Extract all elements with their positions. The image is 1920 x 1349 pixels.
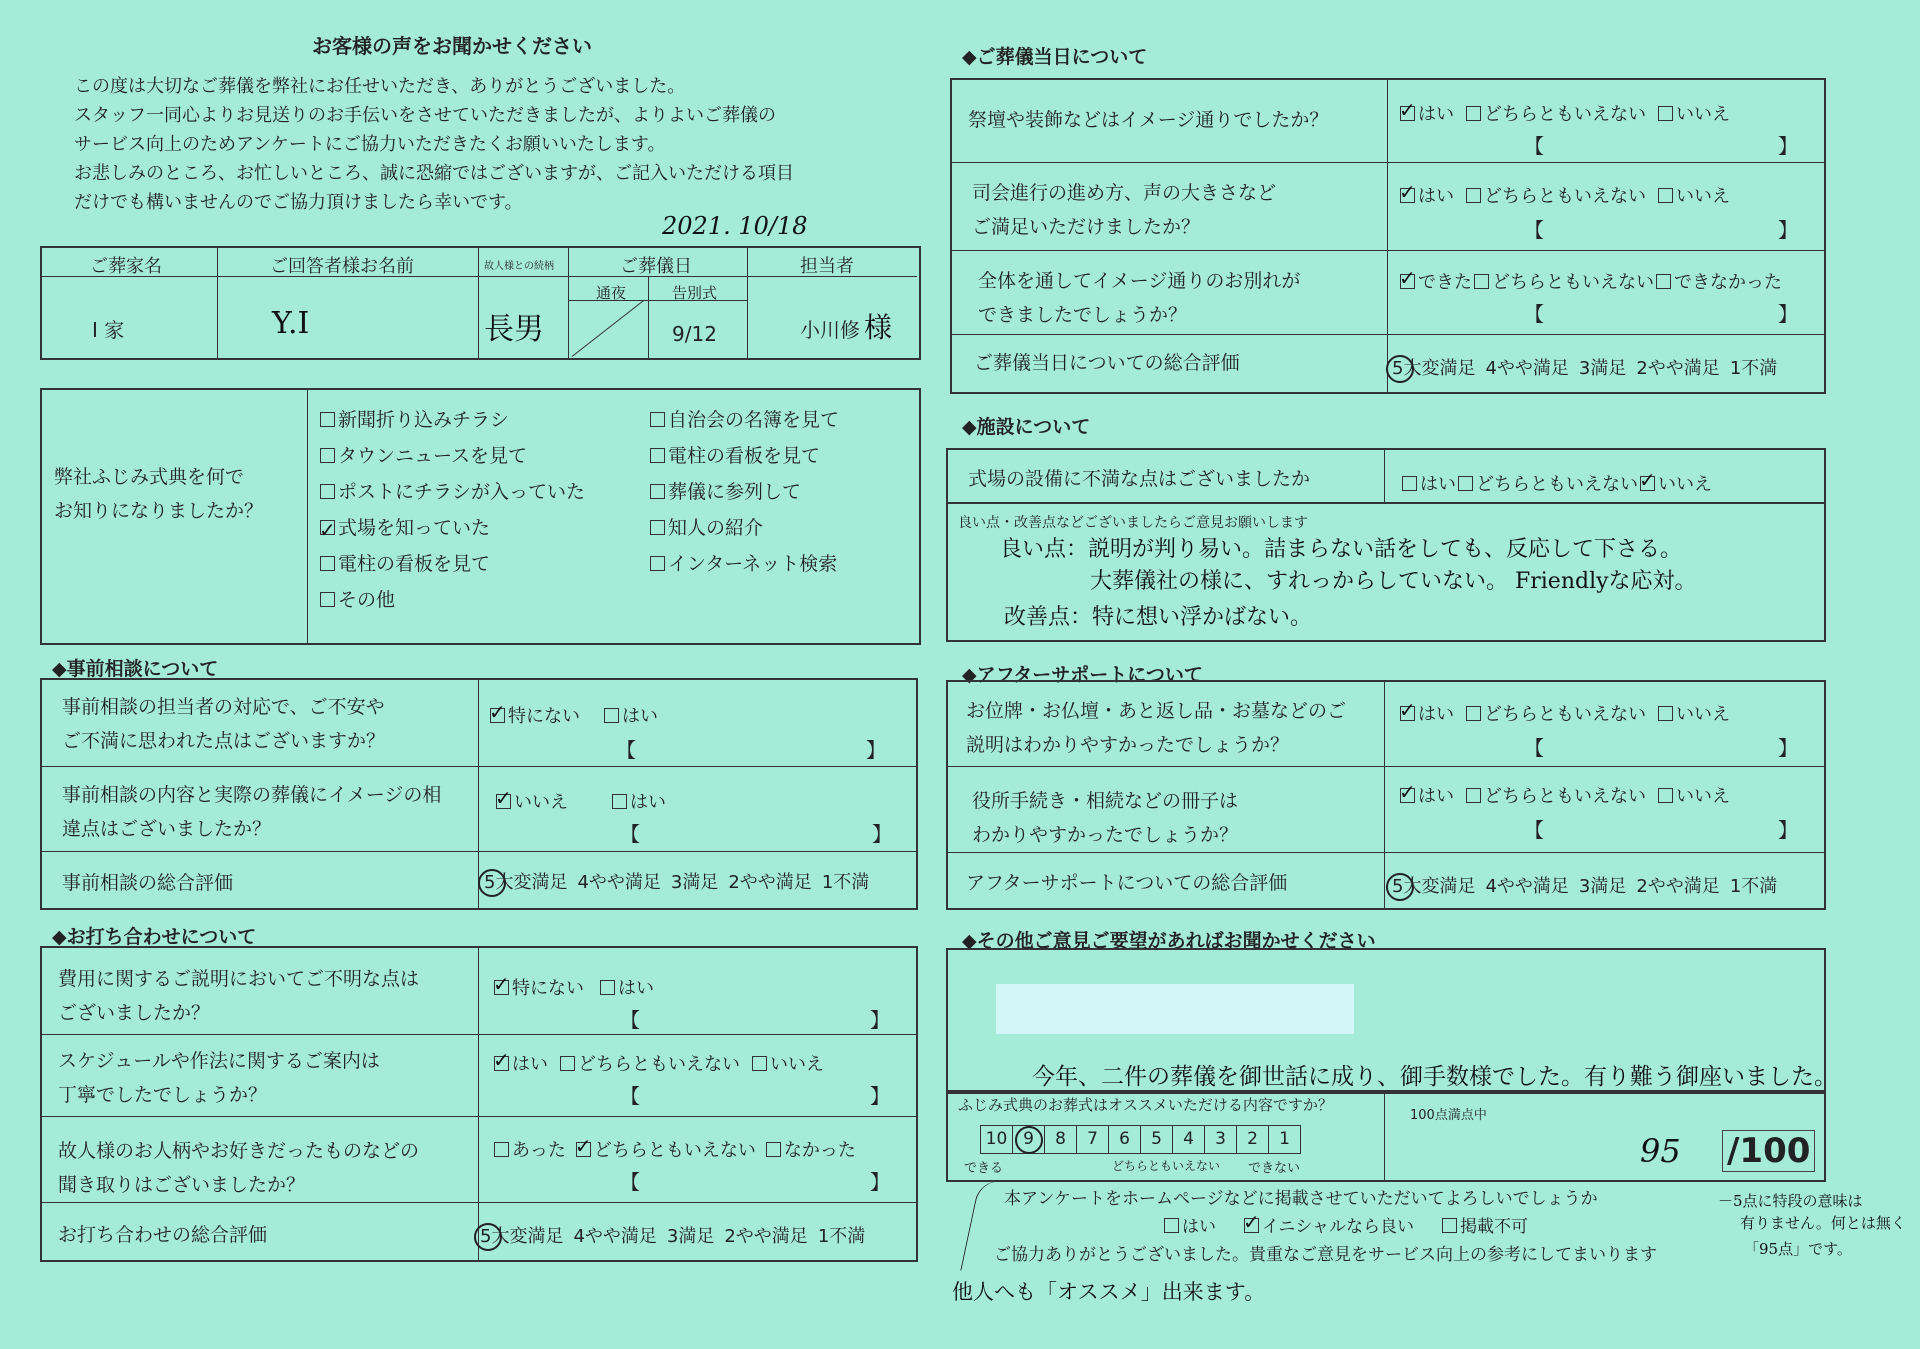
checkbox-option[interactable] xyxy=(1466,704,1646,725)
scale-left-label: できる xyxy=(964,1161,1004,1176)
rating-3[interactable]: 3満足 xyxy=(1578,876,1627,897)
checkbox-option[interactable] xyxy=(1400,104,1454,125)
checkbox-icon[interactable] xyxy=(1658,188,1673,203)
recommend-scale[interactable] xyxy=(980,1125,1301,1154)
checkbox-icon[interactable] xyxy=(1658,788,1673,803)
dayof-q3-options[interactable] xyxy=(1400,268,1784,294)
checkbox-label: どちらともいえない xyxy=(1484,786,1646,807)
redacted-area xyxy=(996,984,1354,1034)
checkbox-checked-icon[interactable] xyxy=(1640,476,1655,491)
bracket-open: 【 xyxy=(620,1170,640,1194)
score-value: 95 xyxy=(1640,1132,1681,1170)
other-heading: ◆その他ご意見ご要望があればお聞かせください xyxy=(962,930,1376,952)
checkbox-label: できなかった xyxy=(1674,272,1782,293)
bracket-close: 】 xyxy=(1778,302,1798,326)
th-date: ご葬儀日 xyxy=(620,256,692,277)
checkbox-icon[interactable] xyxy=(1442,1218,1457,1233)
bracket-close: 】 xyxy=(1778,218,1798,242)
thanks-text: ご協力ありがとうございました。貴重なご意見をサービス向上の参考にしてまいります xyxy=(994,1245,1657,1265)
checkbox-option[interactable] xyxy=(1658,786,1730,807)
bracket-open: 【 xyxy=(620,1008,640,1032)
checkbox-option[interactable] xyxy=(1400,786,1454,807)
meeting-q1 xyxy=(58,962,419,1030)
after-rating[interactable] xyxy=(1392,872,1787,898)
bracket-open: 【 xyxy=(1524,302,1544,326)
checkbox-label: どちらともいえない xyxy=(593,1140,756,1161)
checkbox-label: いいえ xyxy=(514,792,568,813)
intro-line: サービス向上のためアンケートにご協力いただきたくお願いいたします。 xyxy=(74,134,666,155)
checkbox-icon[interactable] xyxy=(320,556,335,571)
checkbox-label: 特にない xyxy=(508,706,580,727)
checkbox-icon[interactable] xyxy=(600,980,615,995)
checkbox-option[interactable] xyxy=(600,978,654,999)
side-note-line1: －5点に特段の意味は xyxy=(1718,1192,1863,1210)
rating-1[interactable]: 1不満 xyxy=(1729,358,1778,379)
recommend-question: ふじみ式典のお葬式はオススメいただける内容ですか？ xyxy=(958,1096,1333,1114)
facility-q1-options[interactable] xyxy=(1402,470,1714,496)
q-line: 全体を通してイメージ通りのお別れが xyxy=(978,270,1301,292)
checkbox-icon[interactable] xyxy=(320,448,335,463)
rating-4[interactable]: 4やや満足 xyxy=(573,1226,657,1247)
checkbox-label: どちらともいえない xyxy=(578,1054,740,1075)
checkbox-label: ポストにチラシが入っていた xyxy=(338,481,586,503)
checkbox-checked-icon[interactable] xyxy=(320,520,335,535)
checkbox-option[interactable] xyxy=(560,1054,740,1075)
checkbox-label: はい xyxy=(1418,104,1454,125)
source-option[interactable] xyxy=(320,402,585,438)
q-line: 司会進行の進め方、声の大きさなど xyxy=(972,182,1277,204)
rating-3[interactable]: 3満足 xyxy=(666,1226,715,1247)
q-line: 聞き取りはございましたか？ xyxy=(58,1174,306,1196)
checkbox-label: はい xyxy=(618,978,654,999)
bottom-handwriting: 他人へも「オススメ」出来ます。 xyxy=(952,1280,1266,1304)
checkbox-label: タウンニュースを見て xyxy=(338,445,528,467)
rating-2[interactable]: 2やや満足 xyxy=(1636,876,1720,897)
checkbox-label: はい xyxy=(1418,704,1454,725)
checkbox-label: 電柱の看板を見て xyxy=(338,553,491,575)
dayof-q1-options[interactable] xyxy=(1400,100,1742,126)
checkbox-option[interactable] xyxy=(1466,104,1646,125)
checkbox-option[interactable] xyxy=(1442,1217,1528,1237)
source-option[interactable] xyxy=(650,510,839,546)
consult-heading: ◆事前相談について xyxy=(52,658,219,680)
th-staff: 担当者 xyxy=(800,256,854,277)
checkbox-label: どちらともいえない xyxy=(1484,704,1646,725)
checkbox-label: 葬儀に参列して xyxy=(668,481,802,503)
consult-q1 xyxy=(62,690,385,758)
date-written: 2021. 10/18 xyxy=(662,212,808,240)
facility-hw-line3: 改善点：特に想い浮かばない。 xyxy=(1004,605,1313,630)
scale-cell[interactable]: 2 xyxy=(1237,1126,1269,1153)
bracket-close: 】 xyxy=(866,738,886,762)
checkbox-label: はい xyxy=(1418,186,1454,207)
checkbox-icon[interactable] xyxy=(1466,188,1481,203)
bracket-close: 】 xyxy=(870,1084,890,1108)
publish-options[interactable] xyxy=(1164,1212,1556,1237)
bracket-open: 【 xyxy=(616,738,636,762)
rating-2[interactable]: 2やや満足 xyxy=(728,872,812,893)
after-heading: ◆アフターサポートについて xyxy=(962,664,1203,686)
intro-line: だけでも構いませんのでご協力頂けましたら幸いです。 xyxy=(74,192,523,213)
side-note-line3: 「95点」です。 xyxy=(1744,1240,1852,1258)
q-line: スケジュールや作法に関するご案内は xyxy=(58,1050,380,1072)
th-relation: 故人様との続柄 xyxy=(484,261,554,272)
rating-2[interactable]: 2やや満足 xyxy=(1636,358,1720,379)
checkbox-icon[interactable] xyxy=(752,1056,767,1071)
checkbox-checked-icon[interactable] xyxy=(494,1056,509,1071)
checkbox-icon[interactable] xyxy=(650,484,665,499)
checkbox-icon[interactable] xyxy=(560,1056,575,1071)
checkbox-option[interactable] xyxy=(1164,1217,1216,1237)
facility-heading: ◆施設について xyxy=(962,416,1091,438)
checkbox-label: はい xyxy=(1420,474,1456,495)
checkbox-checked-icon[interactable] xyxy=(490,708,505,723)
checkbox-icon[interactable] xyxy=(650,556,665,571)
bracket-close: 】 xyxy=(1778,818,1798,842)
scale-cell[interactable]: 9 xyxy=(1013,1126,1045,1153)
checkbox-icon[interactable] xyxy=(1656,274,1671,289)
facility-hw-line1: 良い点：説明が判り易い。詰まらない話をしても、反応して下さる。 xyxy=(1000,537,1683,562)
source-option[interactable] xyxy=(320,438,585,474)
selected-circle-icon xyxy=(474,1223,502,1251)
bracket-close: 】 xyxy=(1778,134,1798,158)
score-max: /100 xyxy=(1722,1130,1815,1172)
checkbox-option[interactable] xyxy=(490,706,580,727)
score-label: 100点満点中 xyxy=(1410,1108,1487,1123)
rating-5-circled[interactable]: 5大変満足 xyxy=(480,1226,563,1247)
checkbox-label: いいえ xyxy=(1676,786,1730,807)
source-option[interactable] xyxy=(320,474,585,510)
checkbox-option[interactable] xyxy=(496,792,568,813)
meeting-q3-options[interactable] xyxy=(494,1136,866,1162)
dayof-q2-options[interactable] xyxy=(1400,182,1742,208)
checkbox-label: 新聞折り込みチラシ xyxy=(338,409,510,431)
source-option[interactable] xyxy=(650,402,839,438)
checkbox-option[interactable] xyxy=(1658,186,1730,207)
source-option[interactable] xyxy=(320,546,585,582)
checkbox-checked-icon[interactable] xyxy=(1400,788,1415,803)
checkbox-label: いいえ xyxy=(770,1054,824,1075)
checkbox-label: どちらともいえない xyxy=(1484,104,1646,125)
checkbox-label: 自治会の名簿を見て xyxy=(668,409,840,431)
checkbox-label: はい xyxy=(1418,786,1454,807)
checkbox-checked-icon[interactable] xyxy=(496,794,511,809)
checkbox-icon[interactable] xyxy=(612,794,627,809)
after-q1 xyxy=(966,694,1346,762)
scale-cell[interactable]: 4 xyxy=(1173,1126,1205,1153)
checkbox-icon[interactable] xyxy=(604,708,619,723)
checkbox-icon[interactable] xyxy=(1458,476,1473,491)
consult-q1-options[interactable] xyxy=(490,702,682,728)
rating-1[interactable]: 1不満 xyxy=(817,1226,866,1247)
selected-circle-icon xyxy=(478,869,506,897)
after-q2 xyxy=(972,784,1238,852)
q-line: 費用に関するご説明においてご不明な点は xyxy=(58,968,420,990)
checkbox-label: その他 xyxy=(338,589,396,611)
checkbox-label: 知人の紹介 xyxy=(668,517,764,539)
checkbox-option[interactable] xyxy=(612,792,666,813)
relation-value: 長男 xyxy=(484,312,544,347)
dayof-q2 xyxy=(972,176,1276,244)
source-option[interactable] xyxy=(320,582,585,618)
source-option[interactable] xyxy=(650,546,839,582)
checkbox-label: どちらともいえない xyxy=(1476,474,1638,495)
checkbox-label: はい xyxy=(512,1054,548,1075)
scale-cell[interactable]: 3 xyxy=(1205,1126,1237,1153)
scale-cell[interactable]: 1 xyxy=(1269,1126,1301,1153)
q-line: ございましたか？ xyxy=(58,1002,211,1024)
meeting-q2-options[interactable] xyxy=(494,1050,836,1076)
q-line: 故人様のお人柄やお好きだったものなどの xyxy=(58,1140,420,1162)
source-question xyxy=(54,460,263,528)
scale-cell[interactable]: 6 xyxy=(1109,1126,1141,1153)
checkbox-icon[interactable] xyxy=(650,448,665,463)
bracket-open: 【 xyxy=(1524,818,1544,842)
checkbox-option[interactable] xyxy=(752,1054,824,1075)
checkbox-option[interactable] xyxy=(1656,272,1782,293)
checkbox-label: 掲載不可 xyxy=(1459,1217,1528,1237)
q-line: 説明はわかりやすかったでしょうか？ xyxy=(966,734,1290,756)
checkbox-option[interactable] xyxy=(1474,272,1654,293)
checkbox-icon[interactable] xyxy=(766,1142,781,1157)
checkbox-label: いいえ xyxy=(1658,474,1712,495)
checkbox-option[interactable] xyxy=(576,1140,756,1161)
bracket-open: 【 xyxy=(1524,736,1544,760)
after-q2-options[interactable] xyxy=(1400,782,1742,808)
consult-q2-options[interactable] xyxy=(496,788,710,814)
checkbox-label: いいえ xyxy=(1676,704,1730,725)
consult-q3: 事前相談の総合評価 xyxy=(62,872,234,894)
checkbox-option[interactable] xyxy=(1466,786,1646,807)
form-title: お客様の声をお聞かせください xyxy=(312,34,592,58)
dayof-q3 xyxy=(978,264,1300,332)
checkbox-option[interactable] xyxy=(1244,1217,1414,1237)
bracket-open: 【 xyxy=(620,822,640,846)
checkbox-checked-icon[interactable] xyxy=(1400,706,1415,721)
checkbox-icon[interactable] xyxy=(1474,274,1489,289)
checkbox-label: どちらともいえない xyxy=(1484,186,1646,207)
bracket-close: 】 xyxy=(872,822,892,846)
checkbox-option[interactable] xyxy=(1402,474,1456,495)
th-funeral: 告別式 xyxy=(672,284,718,302)
checkbox-checked-icon[interactable] xyxy=(494,980,509,995)
checkbox-label: なかった xyxy=(783,1140,856,1161)
th-respondent: ご回答者様お名前 xyxy=(270,256,414,277)
other-hw: 今年、二件の葬儀を御世話に成り、御手数様でした。有り難う御座いました。 xyxy=(1032,1064,1837,1090)
checkbox-label: はい xyxy=(622,706,658,727)
q-line: 事前相談の担当者の対応で、ご不安や xyxy=(62,696,385,718)
after-q1-options[interactable] xyxy=(1400,700,1742,726)
source-options-right xyxy=(650,402,839,582)
checkbox-option[interactable] xyxy=(1458,474,1638,495)
checkbox-icon[interactable] xyxy=(650,520,665,535)
checkbox-option[interactable] xyxy=(494,1140,566,1161)
q-line: ご満足いただけましたか？ xyxy=(972,216,1201,238)
checkbox-icon[interactable] xyxy=(1658,706,1673,721)
rating-5-circled[interactable]: 5大変満足 xyxy=(1392,358,1475,379)
scale-cell[interactable]: 8 xyxy=(1045,1126,1077,1153)
checkbox-checked-icon[interactable] xyxy=(1400,274,1415,289)
checkbox-option[interactable] xyxy=(1400,186,1454,207)
checkbox-icon[interactable] xyxy=(1466,706,1481,721)
rating-3[interactable]: 3満足 xyxy=(670,872,719,893)
q-line: わかりやすかったでしょうか？ xyxy=(972,824,1239,846)
meeting-q2 xyxy=(58,1044,380,1112)
checkbox-label: 電柱の看板を見て xyxy=(668,445,821,467)
checkbox-icon[interactable] xyxy=(1466,106,1481,121)
source-option[interactable] xyxy=(320,510,585,546)
rating-4[interactable]: 4やや満足 xyxy=(577,872,661,893)
source-question-line: 弊社ふじみ式典を何で xyxy=(54,466,245,488)
bracket-open: 【 xyxy=(1524,134,1544,158)
bracket-close: 】 xyxy=(870,1170,890,1194)
scale-cell[interactable]: 10 xyxy=(981,1126,1013,1153)
dayof-q1: 祭壇や装飾などはイメージ通りでしたか？ xyxy=(968,109,1329,131)
rating-4[interactable]: 4やや満足 xyxy=(1485,876,1569,897)
source-option[interactable] xyxy=(650,474,839,510)
checkbox-icon[interactable] xyxy=(650,412,665,427)
checkbox-option[interactable] xyxy=(1640,474,1712,495)
q-line: 丁寧でしたでしょうか？ xyxy=(58,1084,268,1106)
checkbox-label: 式場を知っていた xyxy=(338,517,491,539)
selected-circle-icon xyxy=(1015,1126,1043,1154)
checkbox-icon[interactable] xyxy=(320,484,335,499)
facility-note-label: 良い点・改善点などございましたらご意見お願いします xyxy=(958,515,1308,531)
checkbox-option[interactable] xyxy=(494,978,584,999)
rating-5-circled[interactable]: 5大変満足 xyxy=(1392,876,1475,897)
meeting-heading: ◆お打ち合わせについて xyxy=(52,926,257,948)
selected-circle-icon xyxy=(1386,355,1414,383)
checkbox-label: イニシャルなら良い xyxy=(1262,1217,1414,1237)
rating-3[interactable]: 3満足 xyxy=(1578,358,1627,379)
meeting-rating[interactable] xyxy=(480,1222,875,1248)
th-family: ご葬家名 xyxy=(90,256,162,277)
info-table xyxy=(40,246,921,360)
checkbox-icon[interactable] xyxy=(1466,788,1481,803)
q-line: 事前相談の内容と実際の葬儀にイメージの相 xyxy=(62,784,442,806)
checkbox-label: どちらともいえない xyxy=(1492,272,1654,293)
checkbox-label: いいえ xyxy=(1676,186,1730,207)
consult-rating[interactable] xyxy=(484,868,879,894)
checkbox-option[interactable] xyxy=(1658,704,1730,725)
checkbox-icon[interactable] xyxy=(1164,1218,1179,1233)
checkbox-label: あった xyxy=(512,1140,566,1161)
family-name: I 家 xyxy=(92,318,125,342)
checkbox-option[interactable] xyxy=(494,1054,548,1075)
q-line: できましたでしょうか？ xyxy=(978,304,1188,326)
source-options-left xyxy=(320,402,585,618)
q-line: 役所手続き・相続などの冊子は xyxy=(972,790,1239,812)
after-q3: アフターサポートについての総合評価 xyxy=(966,872,1288,894)
source-question-line: お知りになりましたか？ xyxy=(54,500,264,522)
bracket-close: 】 xyxy=(1778,736,1798,760)
bracket-open: 【 xyxy=(620,1084,640,1108)
checkbox-icon[interactable] xyxy=(320,592,335,607)
staff-honorific: 様 xyxy=(864,311,893,344)
checkbox-option[interactable] xyxy=(766,1140,856,1161)
checkbox-label: いいえ xyxy=(1676,104,1730,125)
checkbox-checked-icon[interactable] xyxy=(1244,1218,1259,1233)
scale-cell[interactable]: 7 xyxy=(1077,1126,1109,1153)
checkbox-checked-icon[interactable] xyxy=(1400,188,1415,203)
checkbox-option[interactable] xyxy=(1466,186,1646,207)
checkbox-label: 特にない xyxy=(512,978,584,999)
checkbox-option[interactable] xyxy=(1400,704,1454,725)
intro-line: この度は大切なご葬儀を弊社にお任せいただき、ありがとうございました。 xyxy=(74,76,686,97)
q-line: お位牌・お仏壇・あと返し品・お墓などのご xyxy=(966,700,1347,722)
intro-line: スタッフ一同心よりお見送りのお手伝いをさせていただきましたが、よりよいご葬儀の xyxy=(74,105,776,126)
checkbox-icon[interactable] xyxy=(1658,106,1673,121)
checkbox-option[interactable] xyxy=(1400,272,1472,293)
dayof-heading: ◆ご葬儀当日について xyxy=(962,46,1148,68)
checkbox-option[interactable] xyxy=(604,706,658,727)
rating-5-circled[interactable]: 5大変満足 xyxy=(484,872,567,893)
side-note-line2: 有りません。何とは無く xyxy=(1740,1214,1906,1232)
consult-q2 xyxy=(62,778,441,846)
checkbox-label: はい xyxy=(630,792,666,813)
bracket-close: 】 xyxy=(870,1008,890,1032)
scale-right-label: できない xyxy=(1248,1161,1301,1176)
checkbox-label: できた xyxy=(1418,272,1472,293)
th-wake: 通夜 xyxy=(596,284,627,302)
publish-question: 本アンケートをホームページなどに掲載させていただいてよろしいでしょうか xyxy=(1004,1189,1598,1209)
rating-1[interactable]: 1不満 xyxy=(821,872,870,893)
intro-text xyxy=(74,72,794,217)
checkbox-checked-icon[interactable] xyxy=(1400,106,1415,121)
checkbox-label: インターネット検索 xyxy=(668,553,838,575)
bracket-open: 【 xyxy=(1524,218,1544,242)
facility-hw-line2: 大葬儀社の様に、すれっからしていない。 Friendlyな応対。 xyxy=(1090,569,1697,594)
respondent-name: Y.I xyxy=(272,306,310,341)
checkbox-checked-icon[interactable] xyxy=(576,1142,591,1157)
scale-mid-label: どちらともいえない xyxy=(1112,1159,1221,1173)
funeral-date-value: 9/12 xyxy=(672,322,717,346)
facility-q1: 式場の設備に不満な点はございましたか xyxy=(968,468,1311,490)
rating-4[interactable]: 4やや満足 xyxy=(1485,358,1569,379)
meeting-q4: お打ち合わせの総合評価 xyxy=(58,1224,268,1246)
scale-cell[interactable]: 5 xyxy=(1141,1126,1173,1153)
checkbox-icon[interactable] xyxy=(1402,476,1417,491)
meeting-q3 xyxy=(58,1134,419,1202)
rating-1[interactable]: 1不満 xyxy=(1729,876,1778,897)
checkbox-icon[interactable] xyxy=(320,412,335,427)
rating-2[interactable]: 2やや満足 xyxy=(724,1226,808,1247)
checkbox-label: はい xyxy=(1182,1217,1216,1237)
dayof-q4: ご葬儀当日についての総合評価 xyxy=(974,352,1240,374)
checkbox-option[interactable] xyxy=(1658,104,1730,125)
staff-name: 小川修 xyxy=(800,318,860,342)
dayof-rating[interactable] xyxy=(1392,354,1787,380)
meeting-q1-options[interactable] xyxy=(494,974,670,1000)
selected-circle-icon xyxy=(1386,873,1414,901)
intro-line: お悲しみのところ、お忙しいところ、誠に恐縮ではございますが、ご記入いただける項目 xyxy=(74,163,794,184)
checkbox-icon[interactable] xyxy=(494,1142,509,1157)
q-line: ご不満に思われた点はございますか？ xyxy=(62,730,386,752)
source-option[interactable] xyxy=(650,438,839,474)
q-line: 違点はございましたか？ xyxy=(62,818,272,840)
